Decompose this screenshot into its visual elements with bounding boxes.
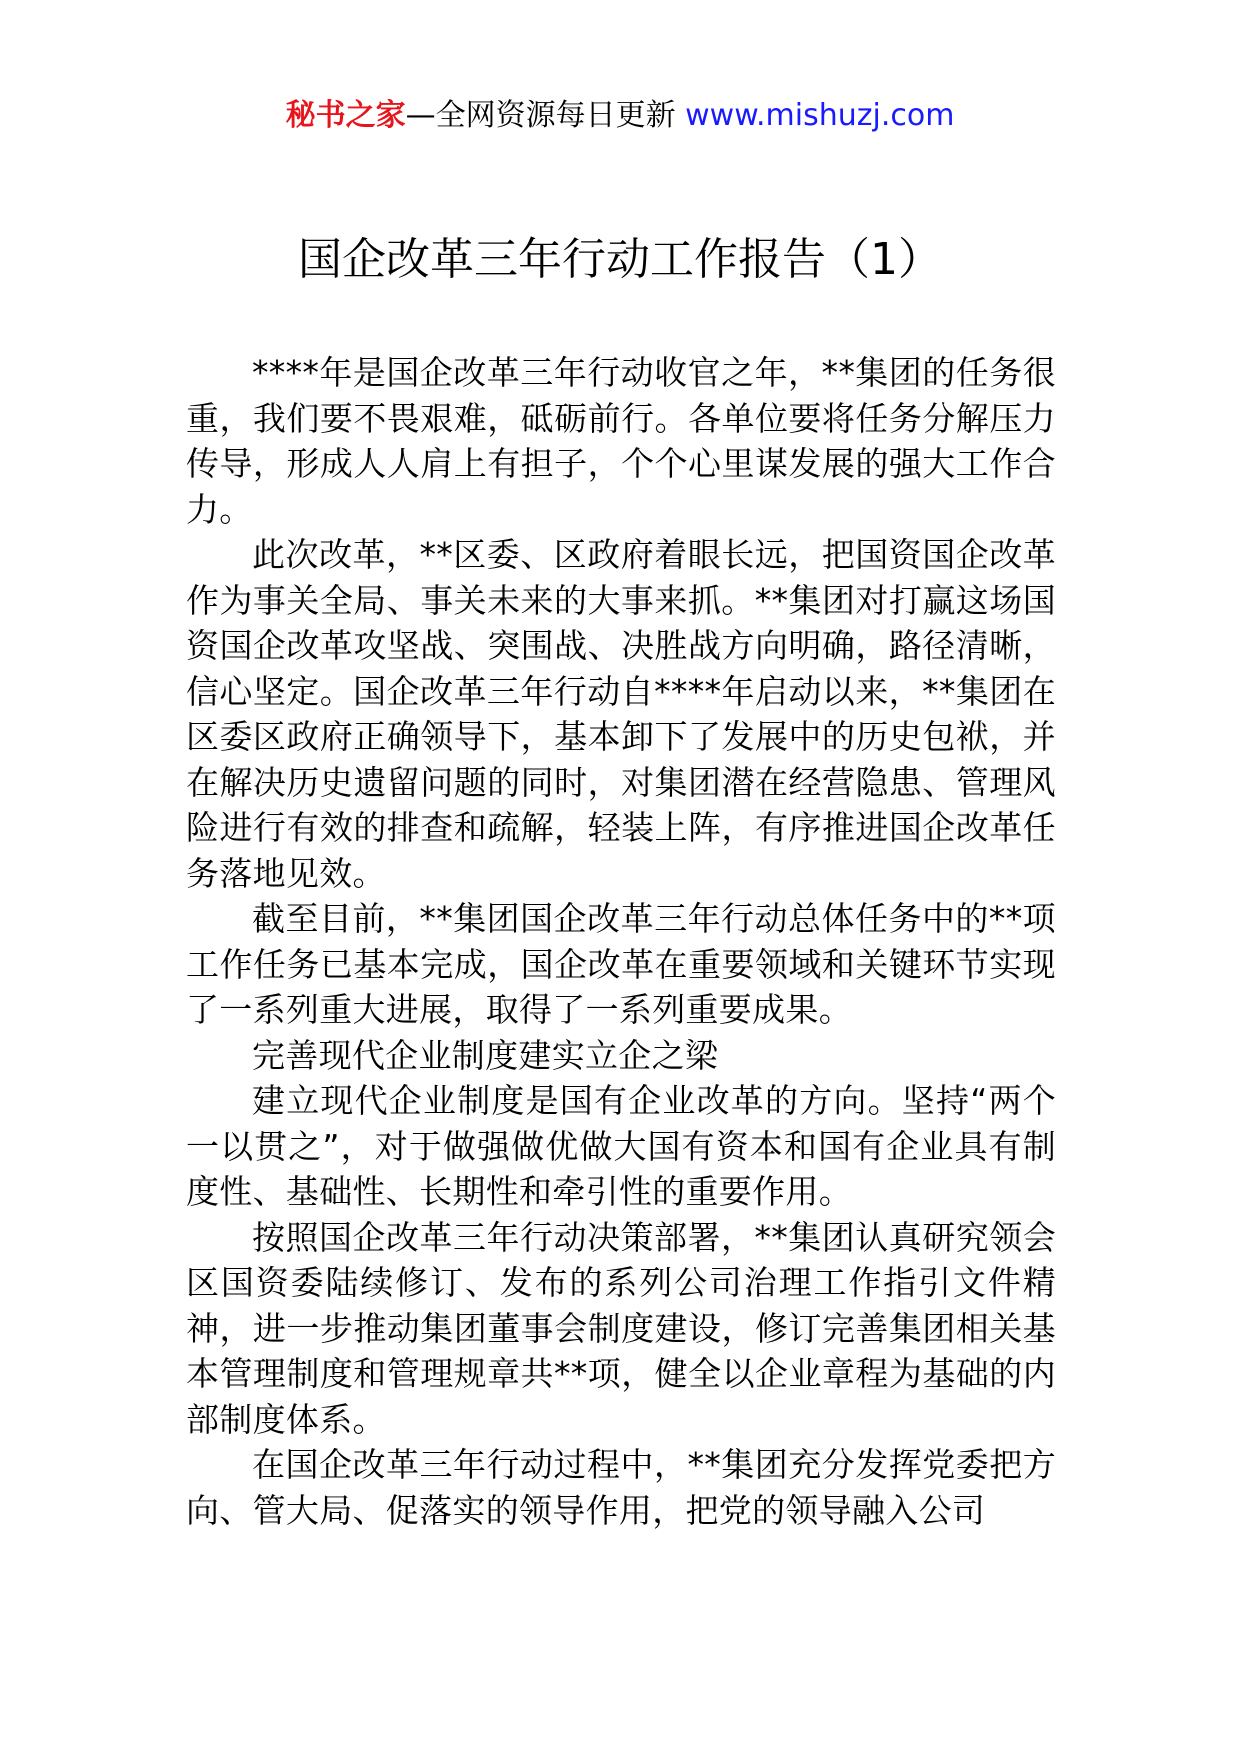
paragraph: 此次改革，**区委、区政府着眼长远，把国资国企改革作为事关全局、事关未来的大事来抓。**集团对打赢这场国资国企改革攻坚战、突围战、决胜战方向明确，路径清晰，信心坚定。国企改革三年行动自****年启动以来，**集团在区委区政府正确领导下，基本卸下了发展中的历史包袱，并在解决历史遗留问题的同时，对集团潜在经营隐患、管理风险进行有效的排查和疏解，轻装上阵，有序推进国企改革任务落地见效。 — [186, 535, 1056, 893]
document-title: 国企改革三年行动工作报告（1） — [298, 234, 942, 285]
document-body — [186, 350, 1056, 1533]
site-url-link[interactable]: www.mishuzj.com — [685, 98, 955, 133]
site-brand: 秘书之家 — [285, 98, 406, 133]
paragraph: ****年是国企改革三年行动收官之年，**集团的任务很重，我们要不畏艰难，砥砺前行。各单位要将任务分解压力传导，形成人人肩上有担子，个个心里谋发展的强大工作合力。 — [186, 353, 1056, 529]
paragraph: 建立现代企业制度是国有企业改革的方向。坚持“两个一以贯之”，对于做强做优做大国有资本和国有企业具有制度性、基础性、长期性和牵引性的重要作用。 — [186, 1081, 1056, 1211]
site-slogan: —全网资源每日更新 — [405, 98, 686, 133]
paragraph: 在国企改革三年行动过程中，**集团充分发挥党委把方向、管大局、促落实的领导作用，把党的领导融入公司 — [186, 1445, 1056, 1530]
section-heading: 完善现代企业制度建实立企之梁 — [252, 1035, 719, 1075]
site-header — [0, 96, 1240, 136]
paragraph: 按照国企改革三年行动决策部署，**集团认真研究领会区国资委陆续修订、发布的系列公司治理工作指引文件精神，进一步推动集团董事会制度建设，修订完善集团相关基本管理制度和管理规章共**项，健全以企业章程为基础的内部制度体系。 — [186, 1217, 1056, 1439]
paragraph: 截至目前，**集团国企改革三年行动总体任务中的**项工作任务已基本完成，国企改革在重要领域和关键环节实现了一系列重大进展，取得了一系列重要成果。 — [186, 899, 1056, 1029]
